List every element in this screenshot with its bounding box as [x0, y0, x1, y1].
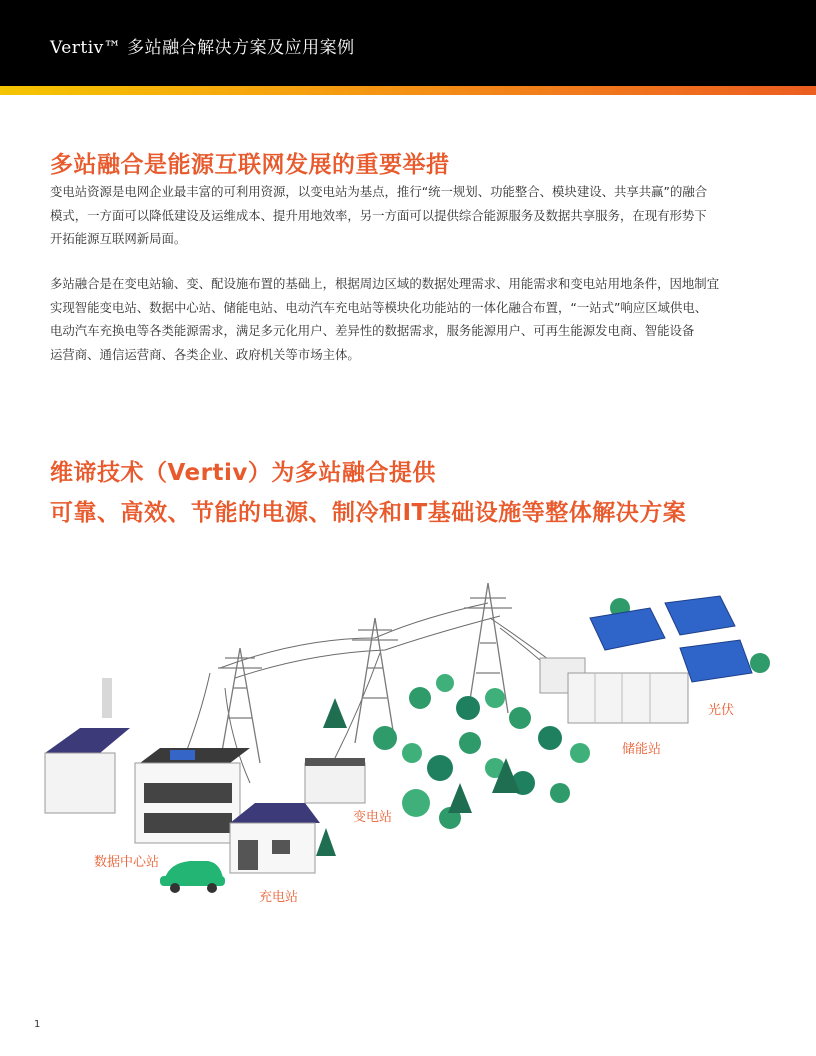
header-accent-stripe: [0, 86, 816, 95]
substation-building: [305, 758, 365, 803]
electric-car-icon: [160, 861, 225, 893]
paragraph-line: 电动汽车充换电等各类能源需求，满足多元化用户、差异性的数据需求，服务能源用户、可再生能源发电商、智能设备: [50, 323, 695, 338]
paragraph-line: 开拓能源互联网新局面。: [50, 231, 187, 246]
label-charging: 充电站: [259, 890, 299, 905]
datacenter-buildings: [45, 678, 250, 843]
page-number: 1: [34, 1019, 41, 1030]
charging-station-house: [230, 803, 320, 873]
section2-heading-line1: 维谛技术（Vertiv）为多站融合提供: [50, 460, 436, 486]
paragraph-line: 多站融合是在变电站输、变、配设施布置的基础上，根据周边区域的数据处理需求、用能需求和变电站用地条件，因地制宜: [50, 276, 720, 291]
section1-heading: 多站融合是能源互联网发展的重要举措: [50, 152, 450, 178]
paragraph-line: 运营商、通信运营商、各类企业、政府机关等市场主体。: [50, 346, 360, 362]
paragraph-line: 实现智能变电站、数据中心站、储能电站、电动汽车充电站等模块化功能站的一体化融合布置，“一站式”响应区域供电、: [50, 299, 708, 315]
header-bar: [0, 0, 816, 86]
section2-heading-line2: 可靠、高效、节能的电源、制冷和IT基础设施等整体解决方案: [50, 500, 687, 526]
section1-paragraph-2: [50, 272, 780, 366]
multi-station-illustration: [40, 578, 780, 918]
label-storage: 储能站: [622, 742, 662, 757]
label-datacenter: 数据中心站: [94, 855, 160, 870]
energy-storage-units: [540, 658, 688, 723]
paragraph-line: 变电站资源是电网企业最丰富的可利用资源，以变电站为基点，推行“统一规划、功能整合、模块建设、共享共赢”的融合: [50, 184, 708, 199]
label-substation: 变电站: [353, 810, 393, 825]
section1-paragraph-1: [50, 180, 780, 251]
label-solar: 光伏: [708, 703, 735, 718]
paragraph-line: 模式，一方面可以降低建设及运维成本、提升用地效率，另一方面可以提供综合能源服务及数据共享服务，在现有形势下: [50, 207, 707, 223]
header-title: Vertiv™ 多站融合解决方案及应用案例: [50, 38, 355, 58]
